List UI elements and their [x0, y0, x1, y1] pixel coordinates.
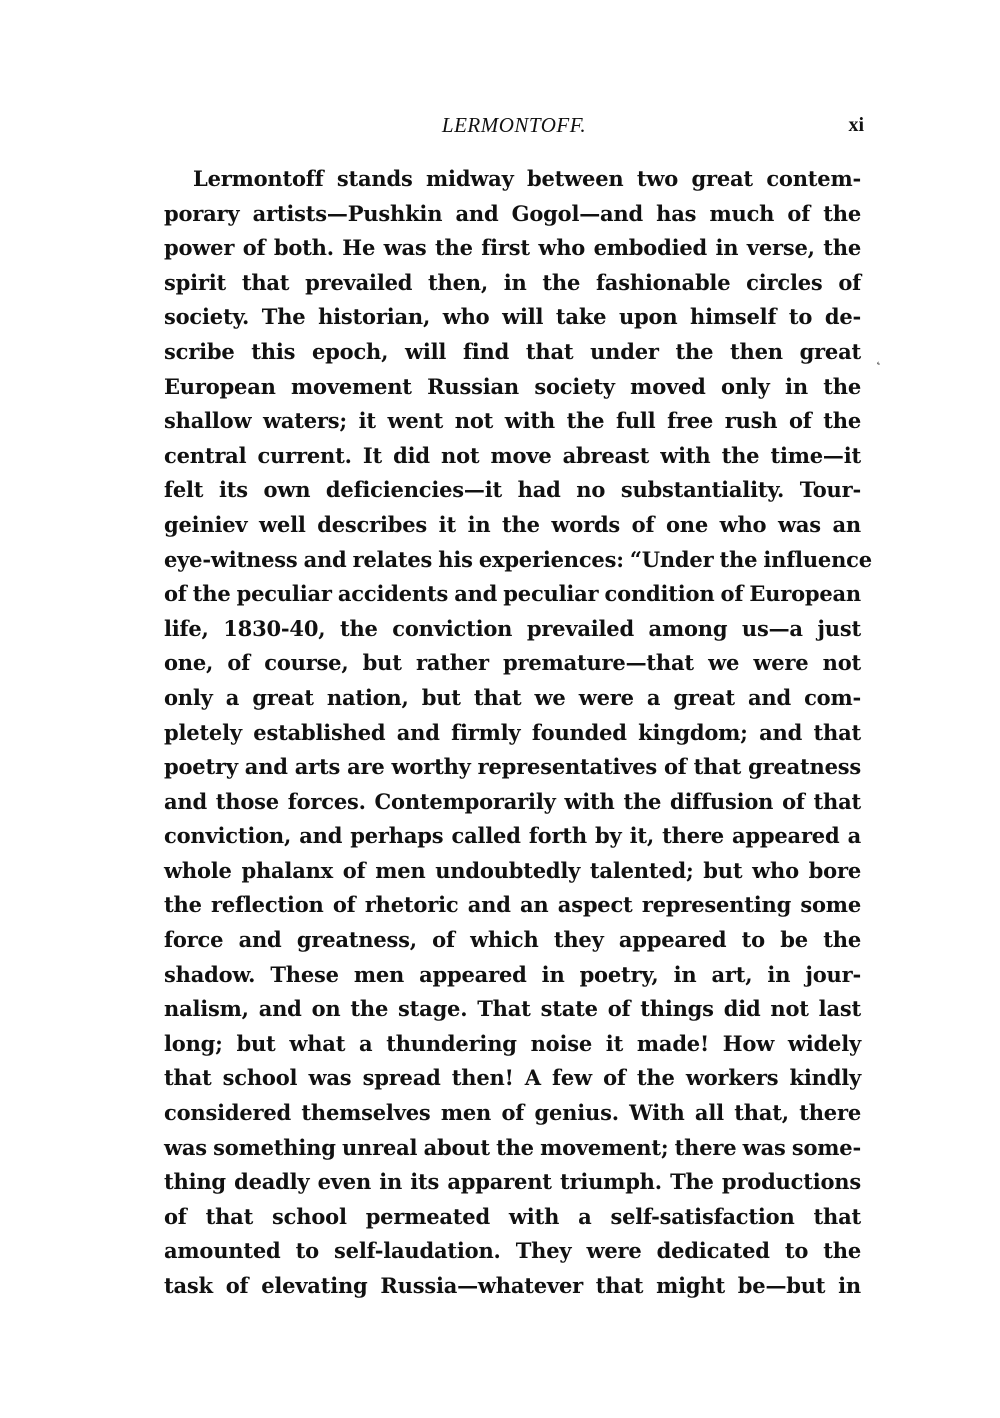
text-line: life, 1830-40, the conviction prevailed among us—a just [164, 615, 861, 641]
text-line: only a great nation, but that we were a great and com- [164, 684, 861, 710]
text-line: central current. It did not move abreast with the time—it [164, 442, 861, 468]
text-line: nalism, and on the stage. That state of things did not last [164, 996, 861, 1022]
running-title: LERMONTOFF. [441, 113, 587, 137]
text-line: Lermontoff stands midway between two great contem- [193, 166, 861, 191]
text-line: that school was spread then! A few of the workers kindly [164, 1065, 861, 1091]
text-line: of that school permeated with a self-satisfaction that [164, 1203, 861, 1229]
text-line: force and greatness, of which they appeared to be the [164, 927, 861, 953]
text-line: amounted to self-laudation. They were dedicated to the [164, 1238, 861, 1264]
text-line: porary artists—Pushkin and Gogol—and has much of the [164, 200, 861, 226]
running-head [164, 110, 864, 140]
text-line: power of both. He was the first who embodied in verse, the [164, 235, 861, 261]
text-line: and those forces. Contemporarily with the diffusion of that [164, 788, 861, 814]
margin-speck: ˛ [875, 350, 882, 366]
text-line: was something unreal about the movement; there was some- [164, 1134, 861, 1160]
text-line: considered themselves men of genius. With all that, there [164, 1100, 861, 1126]
text-line: whole phalanx of men undoubtedly talented; but who bore [164, 857, 861, 883]
text-line: geiniev well describes it in the words of one who was an [164, 511, 861, 537]
text-line: thing deadly even in its apparent triumph. The productions [164, 1169, 861, 1195]
text-line: task of elevating Russia—whatever that might be—but in [164, 1273, 861, 1298]
text-line: eye-witness and relates his experiences: “Under the influence [164, 546, 872, 572]
text-line: of the peculiar accidents and peculiar condition of European [164, 581, 861, 607]
text-line: shallow waters; it went not with the full free rush of the [164, 408, 861, 434]
text-line: one, of course, but rather premature—that we were not [164, 650, 861, 676]
text-line: conviction, and perhaps called forth by it, there appeared a [164, 823, 861, 849]
text-line: long; but what a thundering noise it made! How widely [164, 1030, 861, 1056]
text-line: felt its own deficiencies—it had no substantiality. Tour- [164, 477, 861, 503]
body-paragraph [164, 162, 872, 1304]
text-line: European movement Russian society moved only in the [164, 373, 861, 399]
text-line: shadow. These men appeared in poetry, in art, in jour- [164, 961, 861, 987]
text-line: pletely established and firmly founded kingdom; and that [164, 719, 861, 745]
text-line: scribe this epoch, will find that under the then great [164, 338, 861, 364]
text-line: society. The historian, who will take upon himself to de- [164, 304, 861, 330]
text-line: the reflection of rhetoric and an aspect representing some [164, 892, 861, 918]
text-line: poetry and arts are worthy representatives of that greatness [164, 754, 861, 780]
page-number: xi [848, 114, 864, 136]
text-line: spirit that prevailed then, in the fashionable circles of [164, 269, 861, 295]
